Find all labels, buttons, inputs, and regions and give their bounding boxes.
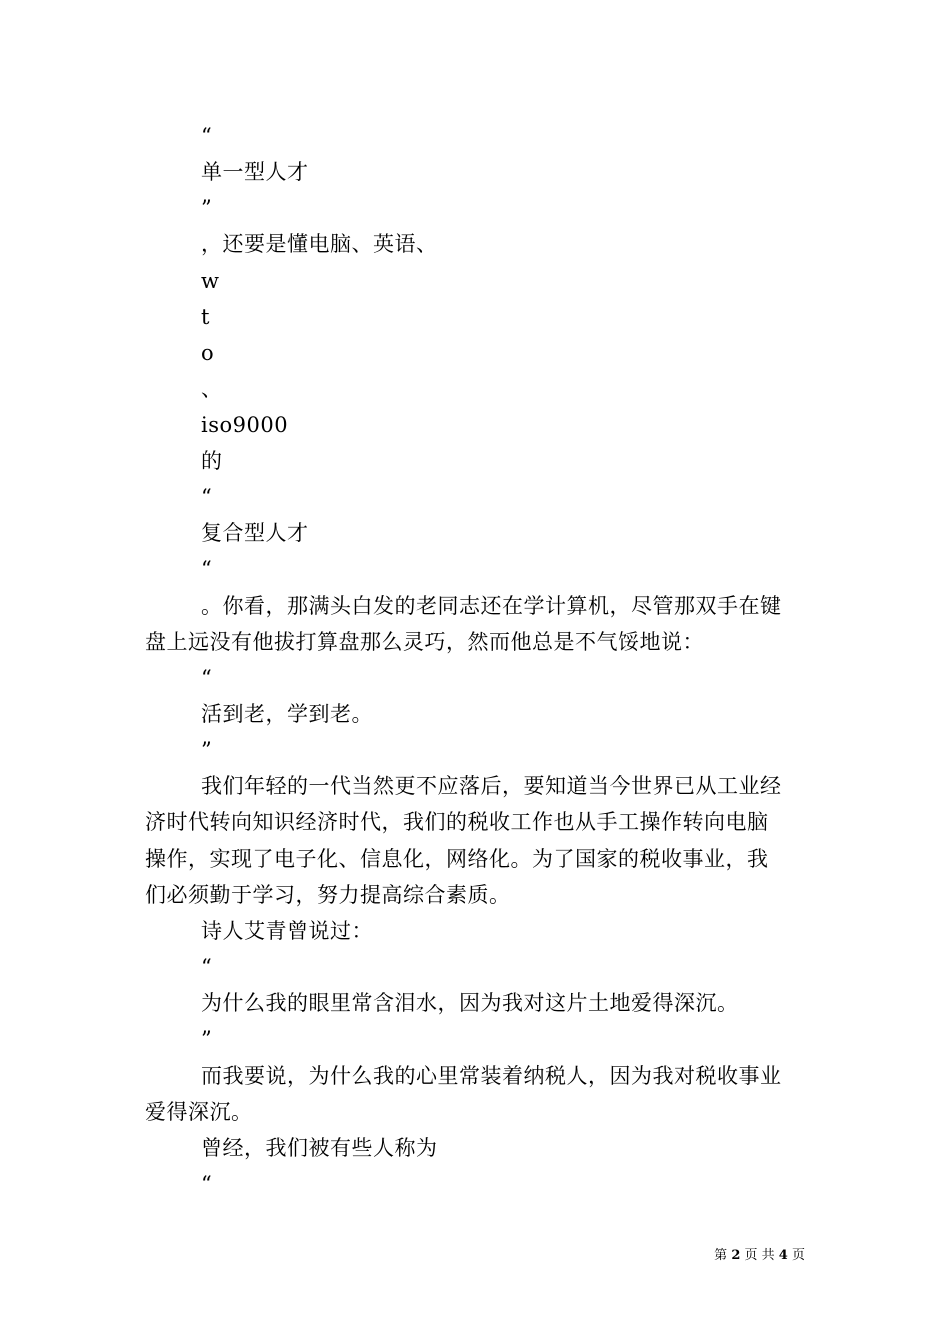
text-line: 、 bbox=[201, 377, 223, 401]
text-line: “ bbox=[201, 557, 213, 581]
footer-middle: 页 共 bbox=[744, 1248, 775, 1263]
text-line: 诗人艾青曾说过： bbox=[201, 919, 373, 943]
text-line: 济时代转向知识经济时代，我们的税收工作也从手工操作转向电脑 bbox=[145, 810, 769, 834]
text-line: 复合型人才 bbox=[201, 521, 309, 545]
text-line: iso9000 bbox=[201, 413, 289, 437]
text-line: “ bbox=[201, 1172, 213, 1196]
page-footer bbox=[714, 1247, 805, 1265]
text-line: 盘上远没有他拔打算盘那么灵巧，然而他总是不气馁地说： bbox=[145, 630, 704, 654]
current-page-number: 2 bbox=[731, 1248, 741, 1263]
text-line: ” bbox=[201, 738, 213, 762]
text-line: ，还要是懂电脑、英语、 bbox=[201, 232, 438, 256]
text-line: 而我要说，为什么我的心里常装着纳税人，因为我对税收事业 bbox=[201, 1064, 782, 1088]
text-line: 活到老，学到老。 bbox=[201, 702, 373, 726]
text-line: “ bbox=[201, 955, 213, 979]
text-line: “ bbox=[201, 124, 213, 148]
text-line: 爱得深沉。 bbox=[145, 1100, 253, 1124]
text-line: 们必须勤于学习，努力提高综合素质。 bbox=[145, 883, 511, 907]
text-line: 为什么我的眼里常含泪水，因为我对这片土地爱得深沉。 bbox=[201, 991, 739, 1015]
text-line: “ bbox=[201, 485, 213, 509]
text-line: 单一型人才 bbox=[201, 160, 309, 184]
text-line: ” bbox=[201, 196, 213, 220]
text-line: ” bbox=[201, 1027, 213, 1051]
text-line: 操作，实现了电子化、信息化，网络化。为了国家的税收事业，我 bbox=[145, 847, 769, 871]
text-line: 我们年轻的一代当然更不应落后，要知道当今世界已从工业经 bbox=[201, 774, 782, 798]
text-line: t bbox=[201, 305, 210, 329]
text-line: w bbox=[201, 269, 220, 293]
text-line: o bbox=[201, 341, 215, 365]
text-line: “ bbox=[201, 666, 213, 690]
text-line: 曾经，我们被有些人称为 bbox=[201, 1136, 438, 1160]
footer-prefix: 第 bbox=[714, 1248, 728, 1263]
text-line: 的 bbox=[201, 449, 223, 473]
footer-suffix: 页 bbox=[791, 1248, 805, 1263]
total-pages-number: 4 bbox=[778, 1248, 788, 1263]
text-line: 。你看，那满头白发的老同志还在学计算机，尽管那双手在键 bbox=[201, 594, 782, 618]
